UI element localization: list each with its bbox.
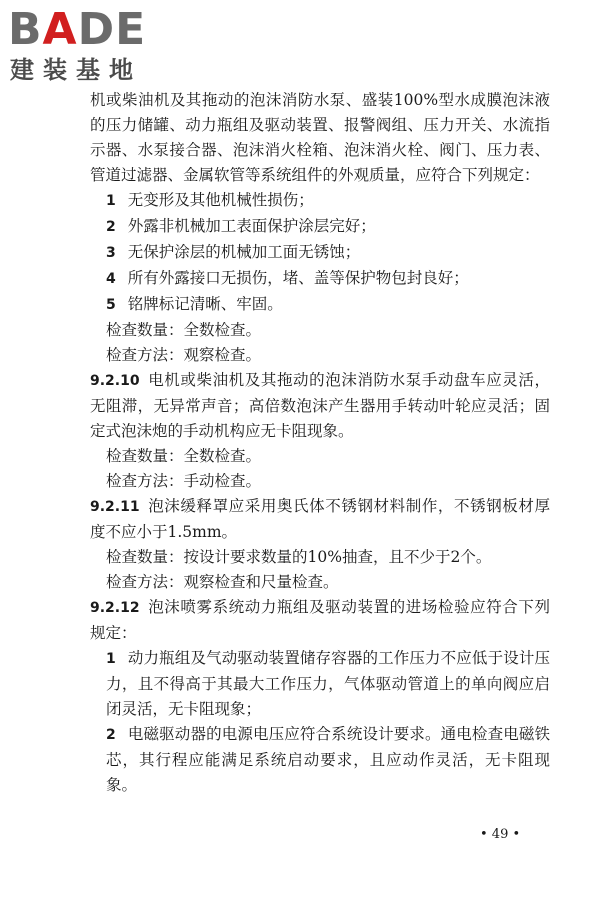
list-item-number: 4 <box>106 271 116 287</box>
list-item <box>90 722 550 798</box>
list-item-text: 无保护涂层的机械加工面无锈蚀； <box>127 243 361 261</box>
list-item-number: 1 <box>106 651 116 667</box>
check-method: 检查方法：观察检查。 <box>106 346 262 364</box>
check-quantity: 检查数量：按设计要求数量的10%抽查，且不少于2个。 <box>106 548 492 566</box>
list-item <box>90 240 550 266</box>
clause-9-2-11 <box>90 494 550 545</box>
logo-letter-a: A <box>42 4 78 55</box>
logo-letters-de: DE <box>77 4 147 55</box>
component-requirements-list <box>90 188 550 318</box>
check-quantity: 检查数量：全数检查。 <box>106 321 262 339</box>
list-item-text: 无变形及其他机械性损伤； <box>127 191 314 209</box>
list-item-text: 动力瓶组及气动驱动装置储存容器的工作压力不应低于设计压力，且不得高于其最大工作压力，气体驱动管道上的单向阀应启闭灵活，无卡阻现象； <box>106 649 550 718</box>
clause-text: 泡沫喷雾系统动力瓶组及驱动装置的进场检验应符合下列规定： <box>90 598 550 642</box>
clause-text: 电机或柴油机及其拖动的泡沫消防水泵手动盘车应灵活，无阻滞，无异常声音；高倍数泡沫产生器用手转动叶轮应灵活；固定式泡沫炮的手动机构应无卡阻现象。 <box>90 371 550 440</box>
list-item-number: 5 <box>106 297 116 313</box>
list-item <box>90 188 550 214</box>
document-body <box>90 88 550 798</box>
clause-9-2-10 <box>90 368 550 444</box>
paragraph-continued: 机或柴油机及其拖动的泡沫消防水泵、盛装100%型水成膜泡沫液的压力储罐、动力瓶组及驱动装置、报警阀组、压力开关、水流指示器、水泵接合器、泡沫消火栓箱、泡沫消火栓、阀门、压力表、管道过滤器、金属软管等系统组件的外观质量，应符合下列规定： <box>90 91 550 184</box>
list-item-number: 2 <box>106 219 116 235</box>
page-number: • 49 • <box>480 827 521 842</box>
list-item-text: 所有外露接口无损伤，堵、盖等保护物包封良好； <box>127 269 469 287</box>
brand-logo <box>8 6 178 86</box>
list-item-text: 铭牌标记清晰、牢固。 <box>127 295 283 313</box>
list-item-number: 3 <box>106 245 116 261</box>
list-item <box>90 214 550 240</box>
clause-number: 9.2.12 <box>90 600 140 616</box>
clause-text: 泡沫缓释罩应采用奥氏体不锈钢材料制作，不锈钢板材厚度不应小于1.5mm。 <box>90 497 550 541</box>
logo-subtitle: 建装基地 <box>10 56 142 84</box>
check-method: 检查方法：手动检查。 <box>106 472 262 490</box>
drive-device-requirements-list <box>90 646 550 798</box>
clause-number: 9.2.10 <box>90 373 140 389</box>
list-item <box>90 292 550 318</box>
list-item-number: 2 <box>106 727 116 743</box>
logo-letter-b: B <box>8 4 43 55</box>
list-item-text: 电磁驱动器的电源电压应符合系统设计要求。通电检查电磁铁芯，其行程应能满足系统启动要求，且应动作灵活，无卡阻现象。 <box>106 725 550 794</box>
check-method: 检查方法：观察检查和尺量检查。 <box>106 573 339 591</box>
logo-wordmark <box>8 6 146 54</box>
list-item-number: 1 <box>106 193 116 209</box>
check-quantity: 检查数量：全数检查。 <box>106 447 262 465</box>
list-item <box>90 646 550 722</box>
clause-9-2-12 <box>90 595 550 646</box>
clause-number: 9.2.11 <box>90 499 140 515</box>
list-item <box>90 266 550 292</box>
list-item-text: 外露非机械加工表面保护涂层完好； <box>127 217 376 235</box>
